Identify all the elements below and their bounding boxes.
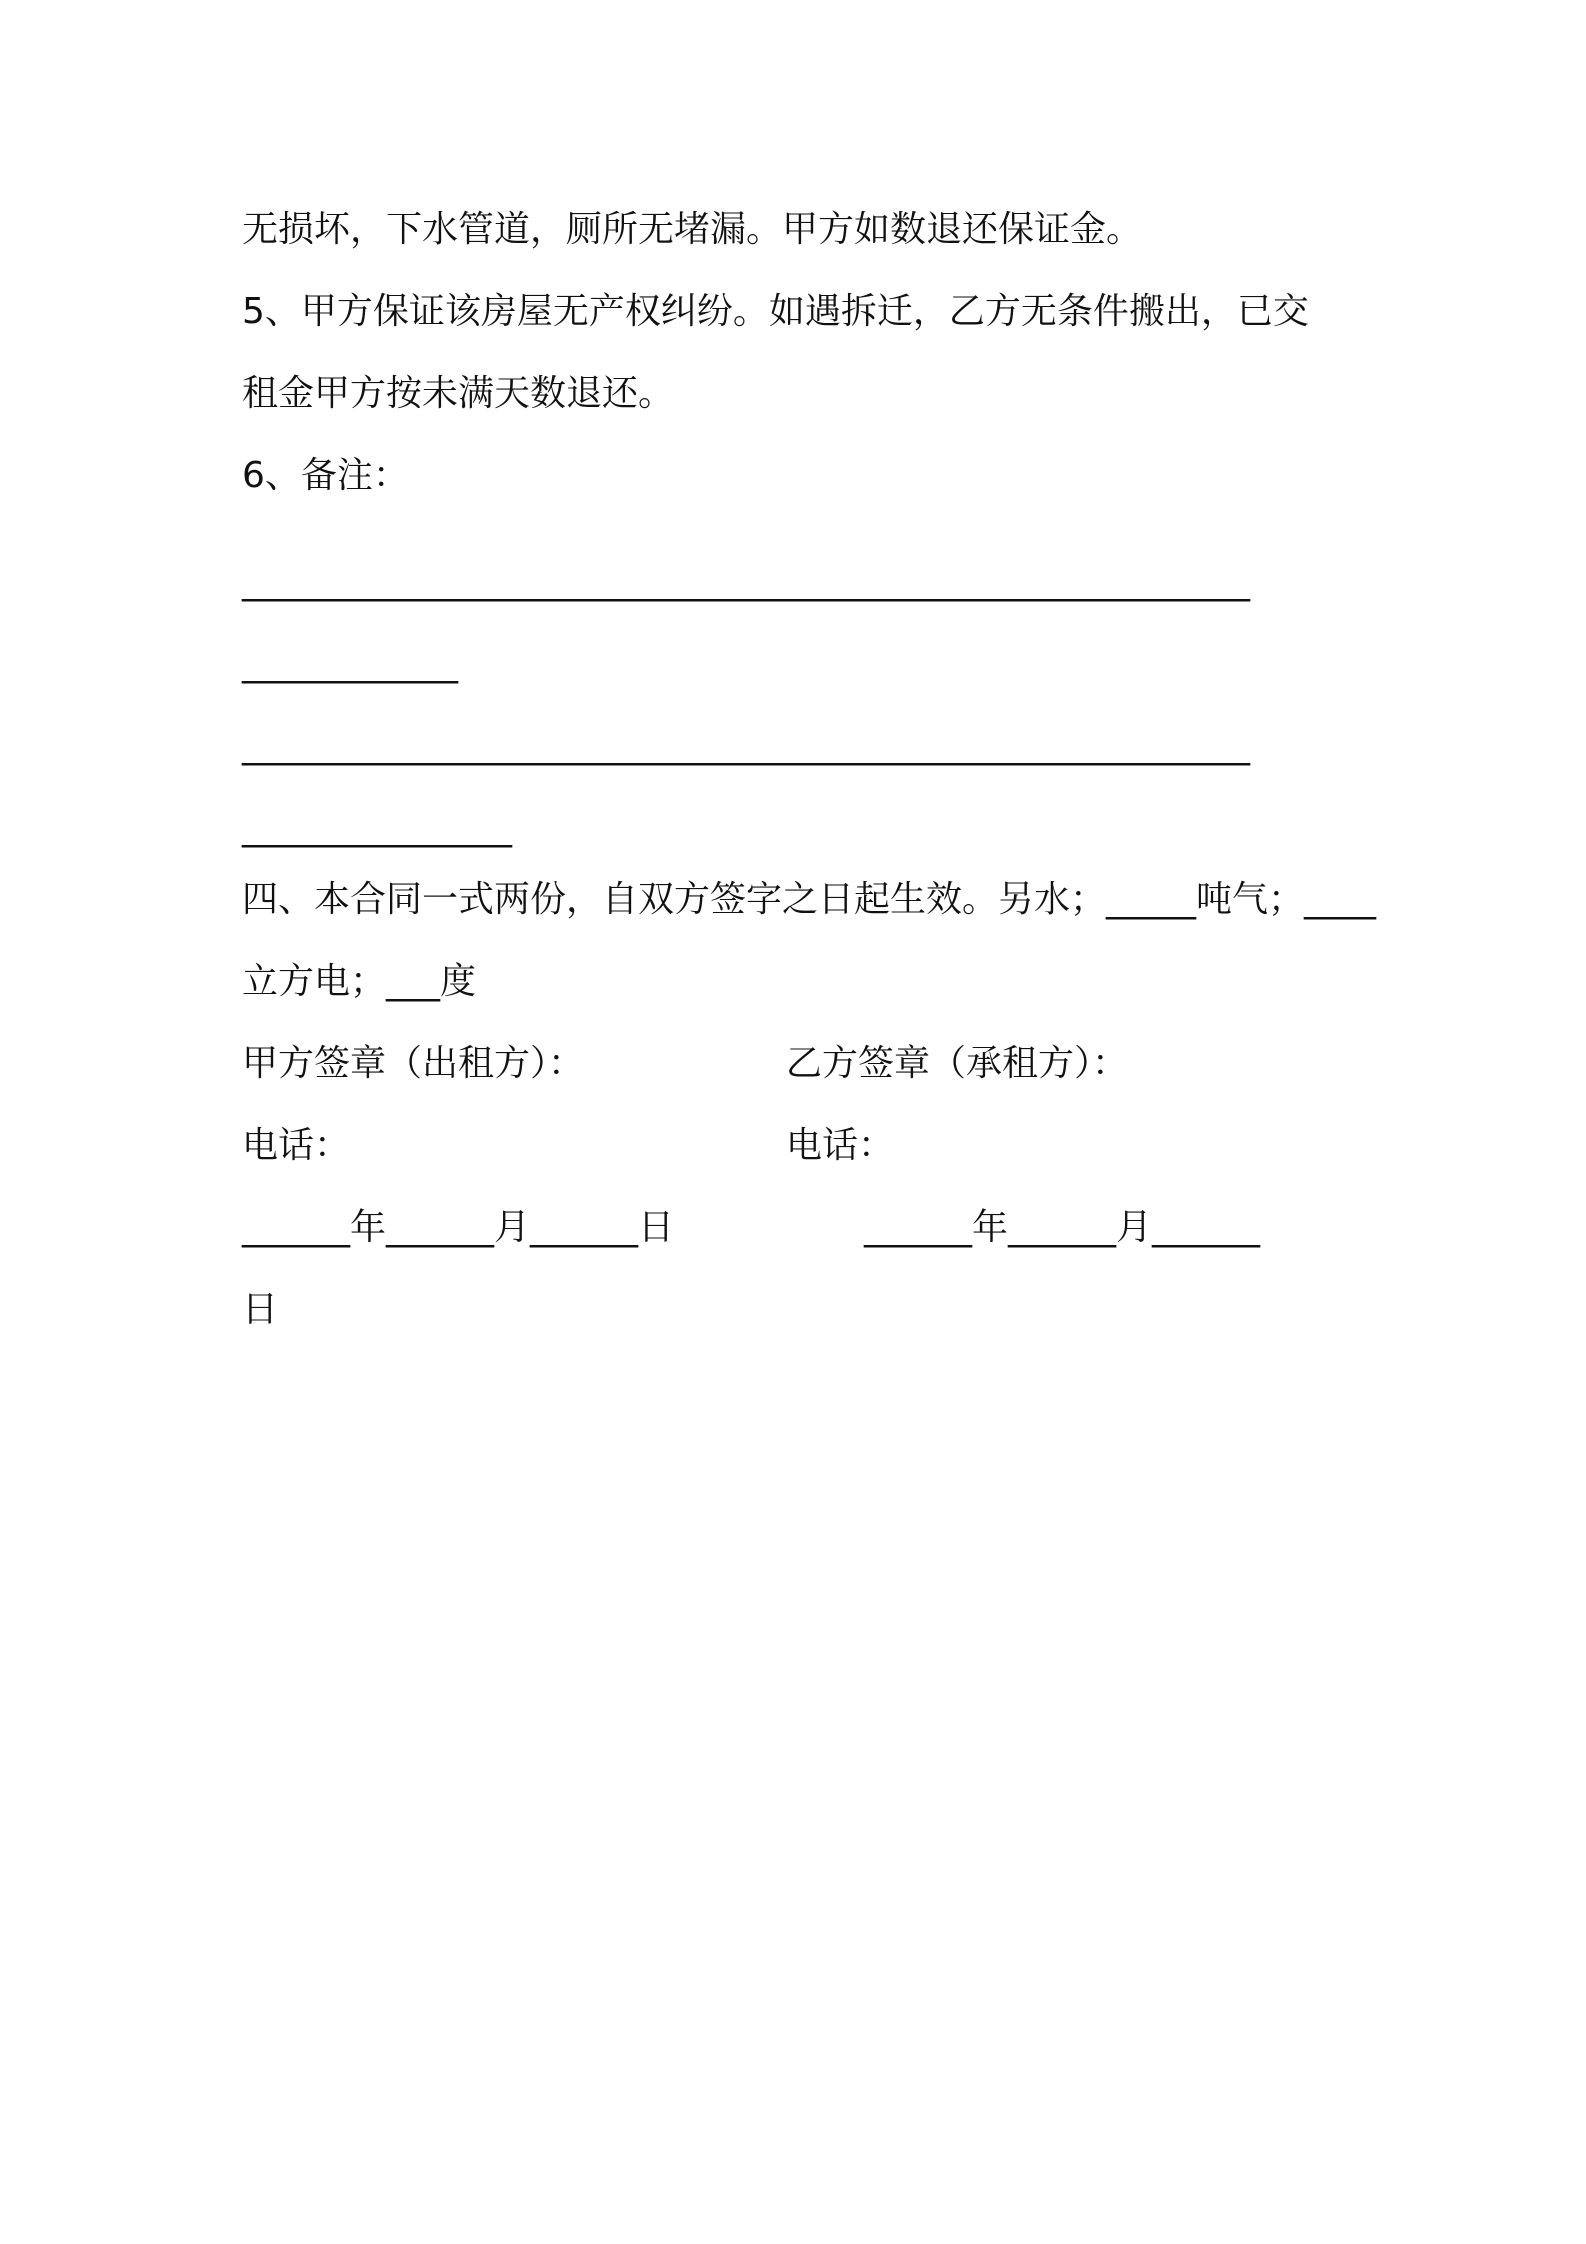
party-b-signature-label: 乙方签章（承租方）： <box>786 1043 1129 1084</box>
party-b-date: ______年______月______ <box>864 1207 1260 1248</box>
clause-6-remarks: 6、备注： <box>242 455 409 496</box>
clause-5-line-1: 5、甲方保证该房屋无产权纠纷。如遇拆迁，乙方无条件搬出，已交 <box>242 291 1309 332</box>
remarks-blank-line-4: _______________ <box>242 807 512 848</box>
remarks-blank-line-2: ____________ <box>242 643 458 684</box>
clause-4-continuation: 无损坏，下水管道，厕所无堵漏。甲方如数退还保证金。 <box>242 209 1143 250</box>
party-b-phone-label: 电话： <box>786 1125 895 1166</box>
party-a-signature-label: 甲方签章（出租方）： <box>242 1043 585 1084</box>
clause-5-line-2: 租金甲方按未满天数退还。 <box>242 373 675 414</box>
remarks-blank-line-3: ________________________________________________________ <box>242 725 1250 766</box>
section-4-line-1: 四、本合同一式两份，自双方签字之日起生效。另水；_____吨气；____ <box>242 879 1377 920</box>
party-b-date-day: 日 <box>242 1289 279 1330</box>
section-4-line-2: 立方电；___度 <box>242 961 477 1002</box>
party-a-date: ______年______月______日 <box>242 1207 674 1248</box>
party-a-phone-label: 电话： <box>242 1125 351 1166</box>
remarks-blank-line-1: ________________________________________________________ <box>242 561 1250 602</box>
